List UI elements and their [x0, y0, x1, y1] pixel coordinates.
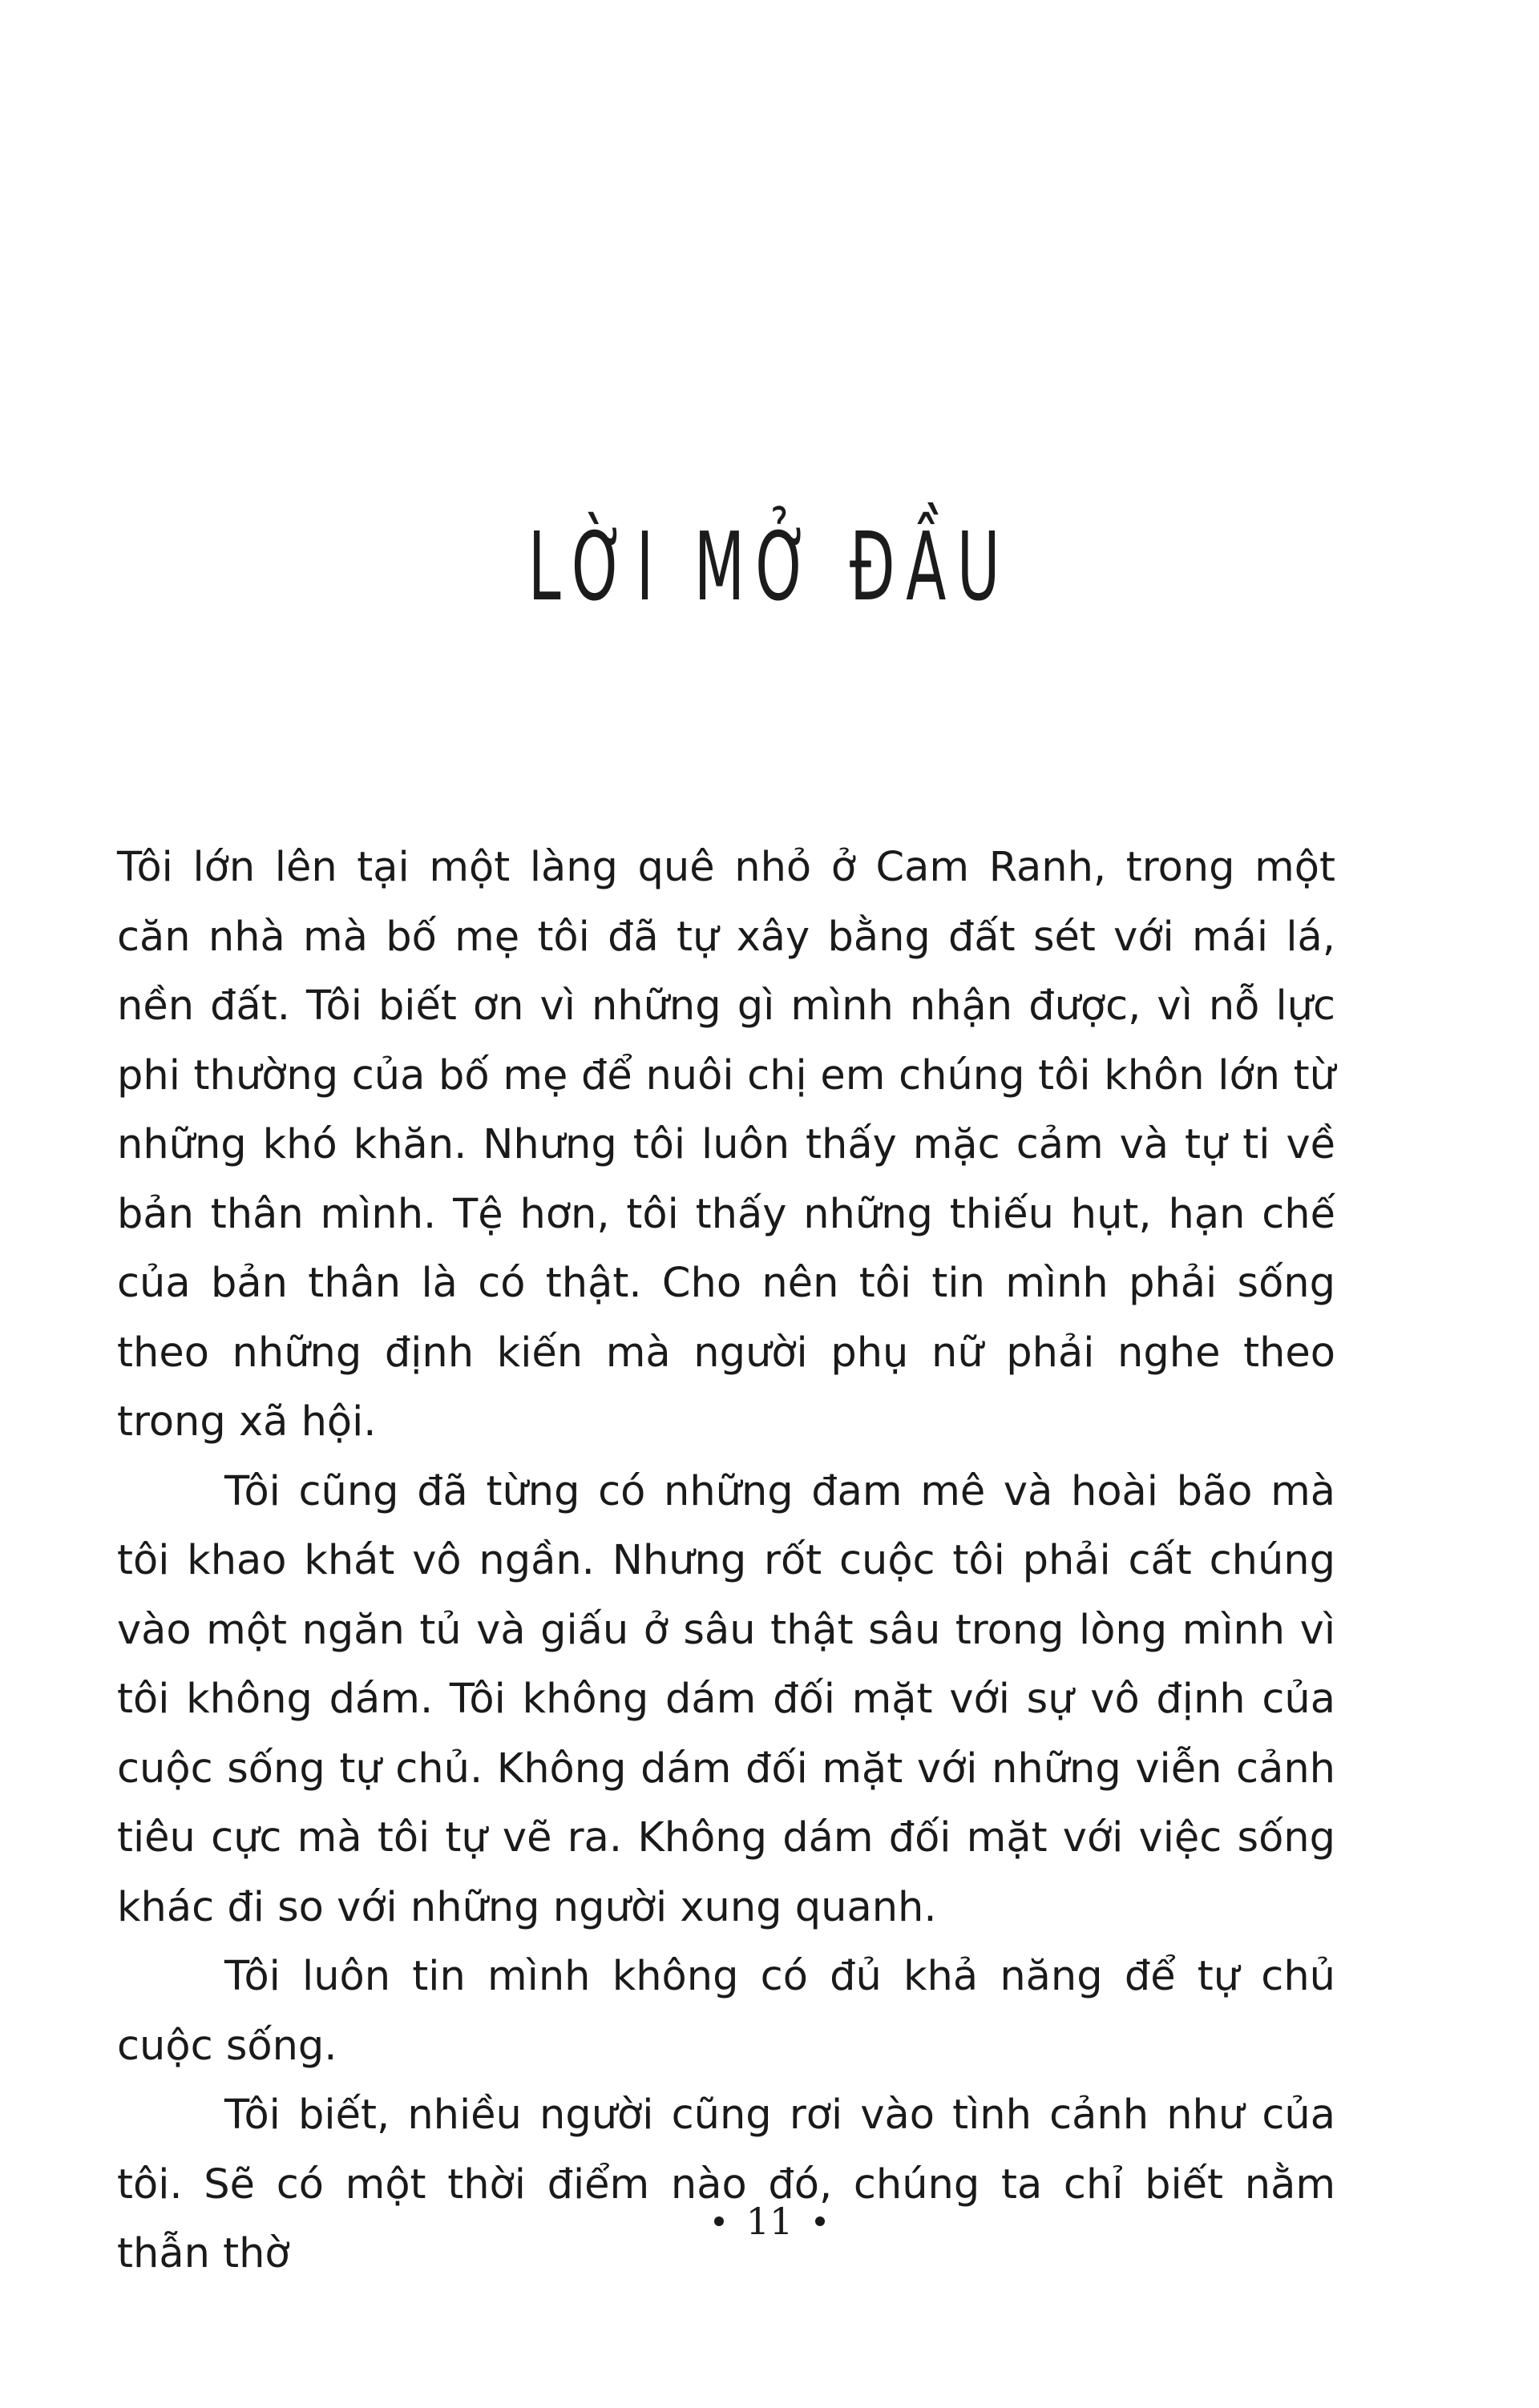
paragraph-1: Tôi lớn lên tại một làng quê nhỏ ở Cam Ranh, trong một căn nhà mà bố mẹ tôi đã tự xây bằng đất sét với mái lá, nền đất. Tôi biết ơn vì những gì mình nhận được, vì nỗ lực phi thường của bố mẹ để nuôi chị em chúng tôi khôn lớn từ những khó khăn. Nhưng tôi luôn thấy mặc cảm và tự ti về bản thân mình. Tệ hơn, tôi thấy những thiếu hụt, hạn chế của bản thân là có thật. Cho nên tôi tin mình phải sống theo những định kiến mà người phụ nữ phải nghe theo trong xã hội. [117, 844, 1335, 1446]
bullet-dot-right [815, 2216, 825, 2226]
body-text [117, 833, 1335, 2289]
chapter-title: LỜI MỞ ĐẦU [527, 511, 1012, 623]
paragraph-4: Tôi biết, nhiều người cũng rơi vào tình cảnh như của tôi. Sẽ có một thời điểm nào đó, chúng ta chỉ biết nằm thẫn thờ [117, 2091, 1335, 2277]
paragraph-3: Tôi luôn tin mình không có đủ khả năng để tự chủ cuộc sống. [117, 1953, 1335, 2070]
bullet-dot-left [714, 2216, 724, 2226]
page-number: 11 [745, 2200, 794, 2243]
page-footer [0, 2200, 1539, 2243]
paragraph-2: Tôi cũng đã từng có những đam mê và hoài bão mà tôi khao khát vô ngần. Nhưng rốt cuộc tôi phải cất chúng vào một ngăn tủ và giấu ở sâu thật sâu trong lòng mình vì tôi không dám. Tôi không dám đối mặt với sự vô định của cuộc sống tự chủ. Không dám đối mặt với những viễn cảnh tiêu cực mà tôi tự vẽ ra. Không dám đối mặt với việc sống khác đi so với những người xung quanh. [117, 1467, 1335, 1931]
